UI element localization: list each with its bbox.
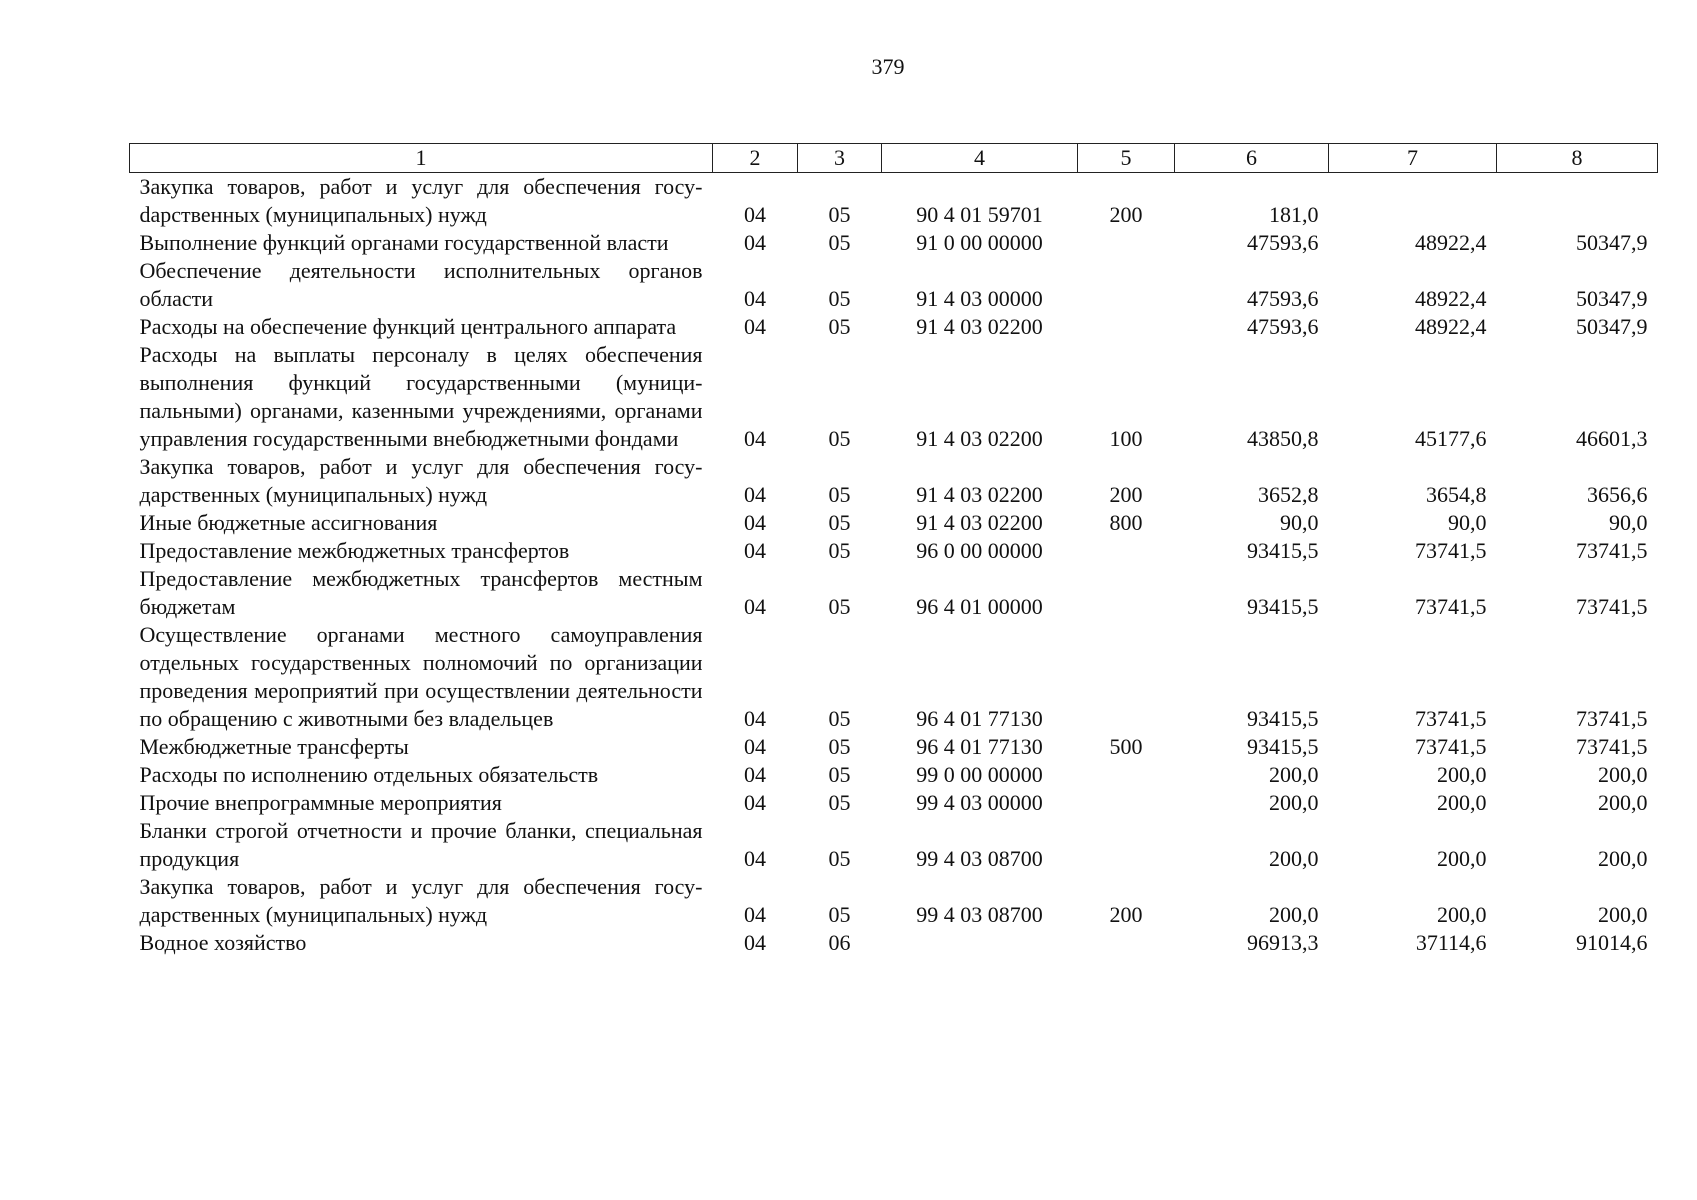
row-name: Обеспечение деятельности исполнительных органов области	[139, 258, 703, 311]
table-row	[130, 817, 1658, 873]
row-target-article: 96 4 01 77130	[916, 734, 1043, 759]
row-expense-type	[1078, 621, 1175, 733]
row-subsection: 06	[828, 930, 851, 955]
row-subsection: 05	[828, 790, 851, 815]
header-col-8: 8	[1497, 144, 1658, 173]
row-expense-type	[1078, 229, 1175, 257]
row-name: Закупка товаров, работ и услуг для обеспечения государственных (муниципальных) нужд	[139, 874, 703, 927]
row-amount-year-3: 91014,6	[1576, 930, 1648, 955]
row-target-article: 99 4 03 00000	[916, 790, 1043, 815]
row-section: 04	[744, 846, 766, 871]
table-row	[130, 229, 1658, 257]
row-name: Бланки строгой отчетности и прочие бланки, специальная продукция	[139, 818, 703, 871]
row-subsection: 05	[828, 762, 851, 787]
table-row	[130, 929, 1658, 957]
table-header	[130, 144, 1658, 173]
row-amount-year-3: 3656,6	[1587, 482, 1648, 507]
row-expense-type	[1078, 537, 1175, 565]
row-amount-year-3: 73741,5	[1576, 594, 1648, 619]
row-expense-type: 200	[1109, 202, 1143, 227]
row-amount-year-2: 90,0	[1448, 510, 1487, 535]
row-subsection: 05	[828, 314, 851, 339]
row-amount-year-1: 181,0	[1269, 202, 1319, 227]
row-expense-type	[1078, 789, 1175, 817]
row-amount-year-1: 93415,5	[1247, 594, 1319, 619]
row-subsection: 05	[828, 286, 851, 311]
row-expense-type: 100	[1109, 426, 1143, 451]
row-subsection: 05	[828, 426, 851, 451]
row-section: 04	[744, 706, 766, 731]
page-number: 379	[871, 54, 905, 79]
row-section: 04	[744, 538, 766, 563]
row-amount-year-3: 73741,5	[1576, 538, 1648, 563]
row-section: 04	[744, 902, 766, 927]
row-amount-year-2	[1329, 173, 1497, 230]
row-amount-year-3: 46601,3	[1576, 426, 1648, 451]
row-target-article: 99 4 03 08700	[916, 846, 1043, 871]
row-expense-type: 200	[1109, 482, 1143, 507]
row-amount-year-3: 200,0	[1598, 762, 1648, 787]
row-amount-year-3: 200,0	[1598, 846, 1648, 871]
row-subsection: 05	[828, 482, 851, 507]
row-amount-year-1: 43850,8	[1247, 426, 1319, 451]
row-name: Прочие внепрограммные мероприятия	[139, 790, 502, 815]
row-name: Осуществление органами местного самоуправления отдельных государственных полномочий по организации проведения мероприятий при осуществлении деятельности по обращению с животными без владельцев	[139, 622, 703, 731]
header-col-1: 1	[130, 144, 713, 173]
row-amount-year-2: 200,0	[1437, 790, 1487, 815]
table-row	[130, 761, 1658, 789]
row-amount-year-1: 47593,6	[1247, 314, 1319, 339]
row-expense-type	[1078, 761, 1175, 789]
row-amount-year-2: 73741,5	[1415, 706, 1487, 731]
row-target-article: 96 0 00 00000	[916, 538, 1043, 563]
table-row	[130, 313, 1658, 341]
row-expense-type	[1078, 929, 1175, 957]
row-expense-type	[1078, 817, 1175, 873]
table-row	[130, 621, 1658, 733]
row-name: Выполнение функций органами государственной власти	[139, 230, 669, 255]
row-name: Расходы на обеспечение функций центрального аппарата	[139, 314, 677, 339]
row-section: 04	[744, 314, 766, 339]
row-section: 04	[744, 510, 766, 535]
row-section: 04	[744, 594, 766, 619]
row-target-article: 91 4 03 02200	[916, 482, 1043, 507]
row-amount-year-2: 48922,4	[1415, 314, 1487, 339]
table-row	[130, 341, 1658, 453]
row-amount-year-2: 73741,5	[1415, 734, 1487, 759]
row-amount-year-1: 93415,5	[1247, 706, 1319, 731]
row-name: Водное хозяйство	[139, 930, 307, 955]
row-amount-year-1: 93415,5	[1247, 538, 1319, 563]
row-amount-year-1: 47593,6	[1247, 230, 1319, 255]
row-amount-year-1: 200,0	[1269, 902, 1319, 927]
row-target-article: 91 4 03 02200	[916, 314, 1043, 339]
table-row	[130, 509, 1658, 537]
table-row	[130, 453, 1658, 509]
row-amount-year-3: 200,0	[1598, 790, 1648, 815]
row-target-article: 91 4 03 02200	[916, 510, 1043, 535]
row-subsection: 05	[828, 538, 851, 563]
row-subsection: 05	[828, 846, 851, 871]
row-target-article: 91 0 00 00000	[916, 230, 1043, 255]
row-name: Закупка товаров, работ и услуг для обеспечения госуdарственных (муниципальных) нужд	[139, 174, 703, 227]
row-section: 04	[744, 286, 766, 311]
row-section: 04	[744, 734, 766, 759]
table-row	[130, 733, 1658, 761]
row-amount-year-2: 48922,4	[1415, 286, 1487, 311]
row-amount-year-3: 73741,5	[1576, 706, 1648, 731]
row-subsection: 05	[828, 202, 851, 227]
header-col-3: 3	[798, 144, 882, 173]
row-amount-year-2: 48922,4	[1415, 230, 1487, 255]
row-amount-year-2: 37114,6	[1415, 930, 1487, 955]
row-expense-type	[1078, 313, 1175, 341]
header-col-2: 2	[713, 144, 798, 173]
row-amount-year-2: 200,0	[1437, 902, 1487, 927]
row-section: 04	[744, 762, 766, 787]
row-expense-type	[1078, 257, 1175, 313]
row-target-article: 91 4 03 00000	[916, 286, 1043, 311]
row-amount-year-3: 200,0	[1598, 902, 1648, 927]
row-subsection: 05	[828, 510, 851, 535]
table-body	[130, 173, 1658, 958]
table-row	[130, 537, 1658, 565]
row-amount-year-2: 45177,6	[1415, 426, 1487, 451]
row-target-article: 96 4 01 77130	[916, 706, 1043, 731]
header-col-4: 4	[882, 144, 1078, 173]
table-row	[130, 789, 1658, 817]
row-name: Межбюджетные трансферты	[139, 734, 409, 759]
row-section: 04	[744, 930, 766, 955]
row-amount-year-2: 200,0	[1437, 762, 1487, 787]
row-section: 04	[744, 202, 766, 227]
row-amount-year-1: 200,0	[1269, 846, 1319, 871]
row-amount-year-1: 3652,8	[1258, 482, 1319, 507]
row-section: 04	[744, 790, 766, 815]
row-subsection: 05	[828, 594, 851, 619]
row-amount-year-1: 47593,6	[1247, 286, 1319, 311]
table-row	[130, 173, 1658, 230]
row-amount-year-2: 73741,5	[1415, 538, 1487, 563]
row-amount-year-2: 73741,5	[1415, 594, 1487, 619]
row-section: 04	[744, 426, 766, 451]
table-row	[130, 873, 1658, 929]
row-amount-year-2: 3654,8	[1426, 482, 1487, 507]
row-name: Предоставление межбюджетных трансфертов местным бюджетам	[139, 566, 703, 619]
header-row	[130, 144, 1658, 173]
header-col-6: 6	[1175, 144, 1329, 173]
row-amount-year-1: 90,0	[1280, 510, 1319, 535]
table-row	[130, 257, 1658, 313]
row-subsection: 05	[828, 706, 851, 731]
row-amount-year-1: 200,0	[1269, 762, 1319, 787]
budget-table	[129, 143, 1658, 957]
row-subsection: 05	[828, 902, 851, 927]
row-amount-year-3: 50347,9	[1576, 286, 1648, 311]
row-name: Закупка товаров, работ и услуг для обеспечения государственных (муниципальных) нужд	[139, 454, 703, 507]
row-name: Расходы по исполнению отдельных обязательств	[139, 762, 599, 787]
row-amount-year-1: 200,0	[1269, 790, 1319, 815]
row-expense-type: 200	[1109, 902, 1143, 927]
row-expense-type: 800	[1109, 510, 1143, 535]
row-amount-year-3: 90,0	[1609, 510, 1648, 535]
row-amount-year-3: 50347,9	[1576, 230, 1648, 255]
row-subsection: 05	[828, 230, 851, 255]
row-amount-year-3: 73741,5	[1576, 734, 1648, 759]
row-amount-year-3	[1497, 173, 1658, 230]
row-section: 04	[744, 482, 766, 507]
row-name: Расходы на выплаты персоналу в целях обеспечения выполнения функций государственными (муниципальными) органами, казенными учреждениями, органами управления государственными внебюджетными фондами	[139, 342, 703, 451]
row-target-article	[882, 929, 1078, 957]
header-col-7: 7	[1329, 144, 1497, 173]
row-amount-year-2: 200,0	[1437, 846, 1487, 871]
row-name: Предоставление межбюджетных трансфертов	[139, 538, 570, 563]
table-row	[130, 565, 1658, 621]
row-amount-year-1: 96913,3	[1247, 930, 1319, 955]
row-expense-type: 500	[1109, 734, 1143, 759]
row-target-article: 96 4 01 00000	[916, 594, 1043, 619]
row-target-article: 90 4 01 59701	[916, 202, 1043, 227]
row-target-article: 91 4 03 02200	[916, 426, 1043, 451]
row-subsection: 05	[828, 734, 851, 759]
row-section: 04	[744, 230, 766, 255]
row-amount-year-3: 50347,9	[1576, 314, 1648, 339]
header-col-5: 5	[1078, 144, 1175, 173]
row-name: Иные бюджетные ассигнования	[139, 510, 438, 535]
row-target-article: 99 4 03 08700	[916, 902, 1043, 927]
row-target-article: 99 0 00 00000	[916, 762, 1043, 787]
row-expense-type	[1078, 565, 1175, 621]
row-amount-year-1: 93415,5	[1247, 734, 1319, 759]
